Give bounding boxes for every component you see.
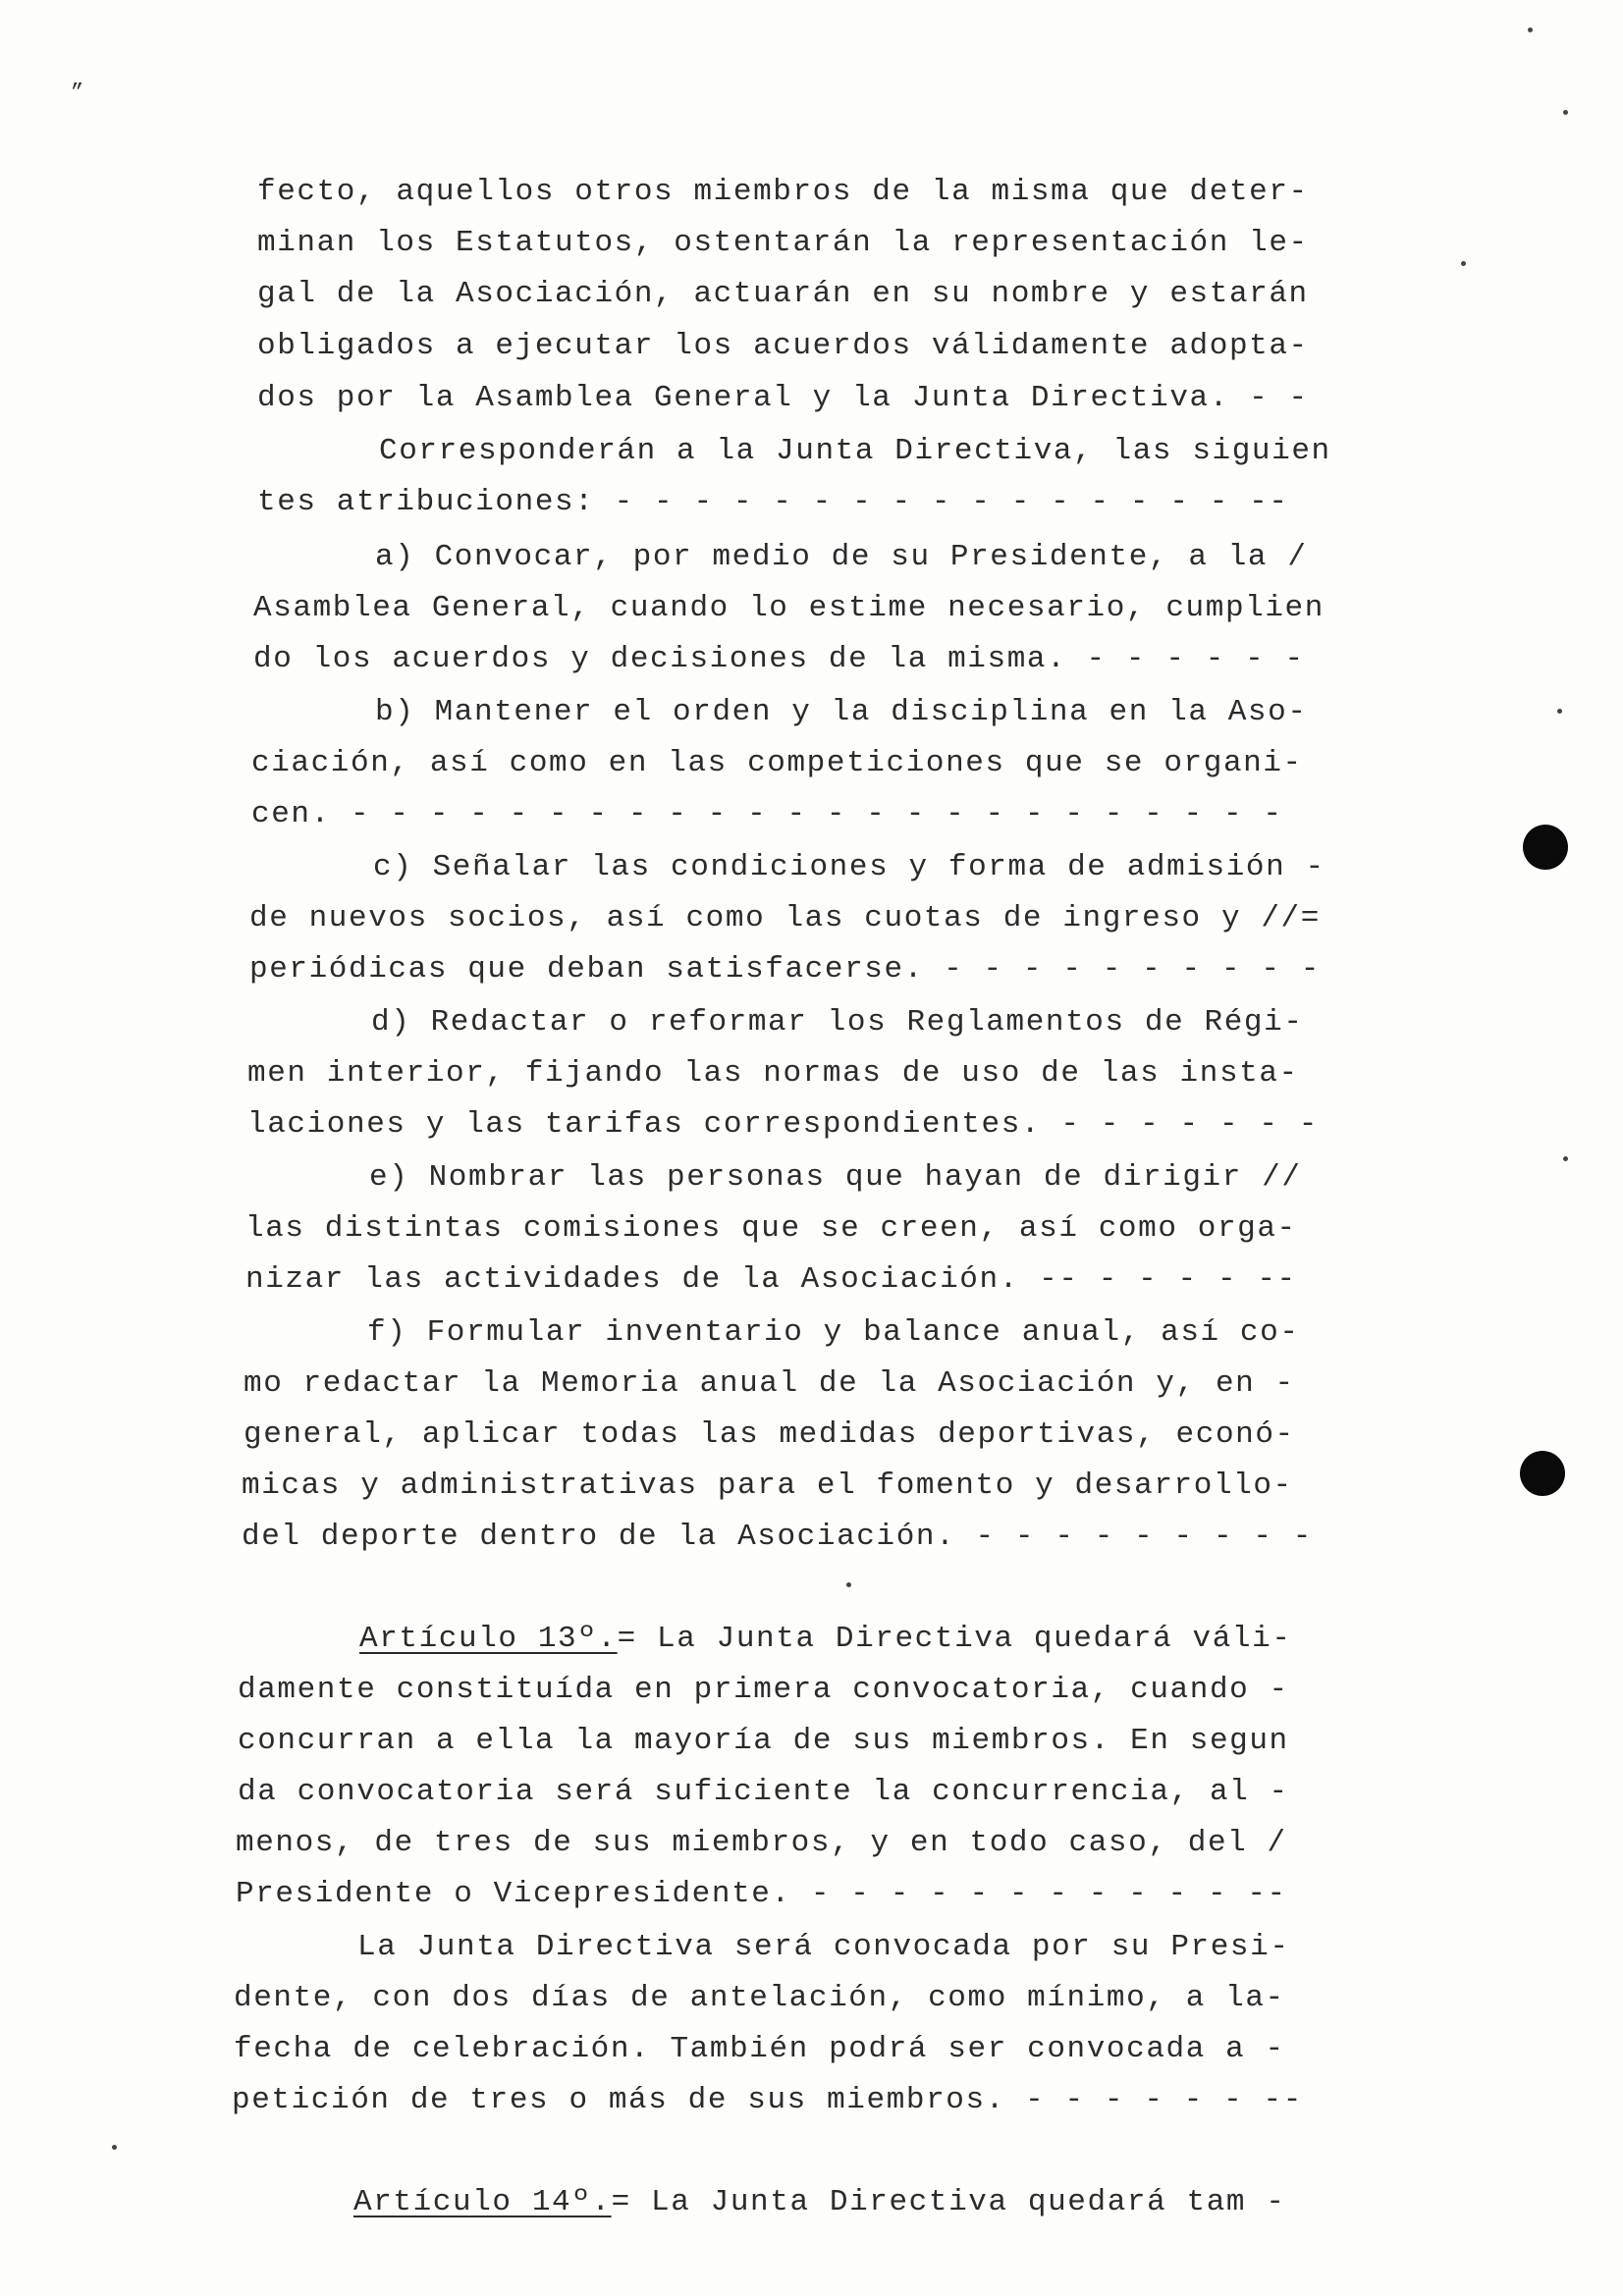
text-line: concurran a ella la mayoría de sus miembros. En segun <box>238 1724 1289 1758</box>
text-line: Presidente o Vicepresidente. - - - - - - - - - - - -- <box>236 1877 1287 1911</box>
text-line: fecha de celebración. También podrá ser convocada a - <box>234 2032 1285 2066</box>
text-line: dos por la Asamblea General y la Junta Directiva. - - <box>257 381 1309 415</box>
text-line: las distintas comisiones que se creen, así como orga- <box>245 1211 1297 1246</box>
text-line: mo redactar la Memoria anual de la Asociación y, en - <box>243 1366 1295 1401</box>
text-line: obligados a ejecutar los acuerdos válidamente adopta- <box>257 329 1309 363</box>
text-line: petición de tres o más de sus miembros. - - - - - - -- <box>232 2083 1303 2117</box>
article-14-first-line <box>353 2187 1286 2217</box>
text-line: de nuevos socios, así como las cuotas de ingreso y //= <box>249 901 1321 935</box>
article-13-first-line <box>359 1624 1292 1654</box>
text-line: men interior, fijando las normas de uso de las insta- <box>247 1056 1299 1091</box>
text-line: general, aplicar todas las medidas deportivas, econó- <box>243 1417 1295 1452</box>
text-line: gal de la Asociación, actuarán en su nombre y estarán <box>257 277 1309 311</box>
speck <box>1461 261 1466 266</box>
text-line: damente constituída en primera convocatoria, cuando - <box>238 1673 1289 1707</box>
text-line: c) Señalar las condiciones y forma de admisión - <box>373 850 1325 884</box>
article-14-text: = La Junta Directiva quedará tam - <box>611 2185 1286 2219</box>
text-line: del deporte dentro de la Asociación. - - - - - - - - - <box>242 1520 1313 1554</box>
text-line: e) Nombrar las personas que hayan de dirigir // <box>369 1160 1302 1195</box>
speck <box>1557 709 1562 714</box>
text-line: fecto, aquellos otros miembros de la misma que deter- <box>257 175 1309 209</box>
text-line: da convocatoria será suficiente la concurrencia, al - <box>238 1775 1289 1809</box>
article-13-text: = La Junta Directiva quedará váli- <box>617 1622 1292 1656</box>
text-line: laciones y las tarifas correspondientes. - - - - - - - <box>247 1107 1319 1142</box>
article-14-heading: Artículo 14º. <box>353 2185 612 2219</box>
text-line: cen. - - - - - - - - - - - - - - - - - - - - - - - - <box>251 797 1283 831</box>
punch-hole-bottom <box>1520 1451 1565 1496</box>
text-line: f) Formular inventario y balance anual, así co- <box>367 1315 1300 1350</box>
text-line: dente, con dos días de antelación, como mínimo, a la- <box>234 1981 1285 2015</box>
speck <box>1563 110 1568 115</box>
text-line: do los acuerdos y decisiones de la misma. - - - - - - <box>253 642 1305 676</box>
text-line: ciación, así como en las competiciones que se organi- <box>251 746 1303 780</box>
text-line: Asamblea General, cuando lo estime necesario, cumplien <box>253 591 1325 625</box>
text-line: d) Redactar o reformar los Reglamentos de Régi- <box>371 1005 1304 1040</box>
speck <box>1528 27 1533 32</box>
article-13-heading: Artículo 13º. <box>359 1622 618 1656</box>
punch-hole-top <box>1523 825 1568 870</box>
text-line: Corresponderán a la Junta Directiva, las siguien <box>379 434 1331 468</box>
speck <box>846 1582 851 1587</box>
text-line: nizar las actividades de la Asociación. -- - - - - -- <box>245 1262 1297 1297</box>
speck <box>112 2145 117 2150</box>
text-line: periódicas que deban satisfacerse. - - - - - - - - - - <box>249 952 1321 987</box>
text-line: a) Convocar, por medio de su Presidente, a la / <box>375 540 1308 574</box>
text-line: La Junta Directiva será convocada por su Presi- <box>357 1930 1290 1964</box>
text-line: b) Mantener el orden y la disciplina en la Aso- <box>375 695 1308 729</box>
text-line: micas y administrativas para el fomento y desarrollo- <box>242 1468 1293 1503</box>
text-line: menos, de tres de sus miembros, y en todo caso, del / <box>236 1826 1287 1860</box>
page-corner-mark: ” <box>71 80 84 105</box>
speck <box>1563 1156 1568 1161</box>
text-line: minan los Estatutos, ostentarán la representación le- <box>257 226 1309 260</box>
text-line: tes atribuciones: - - - - - - - - - - - - - - - - -- <box>257 485 1289 519</box>
